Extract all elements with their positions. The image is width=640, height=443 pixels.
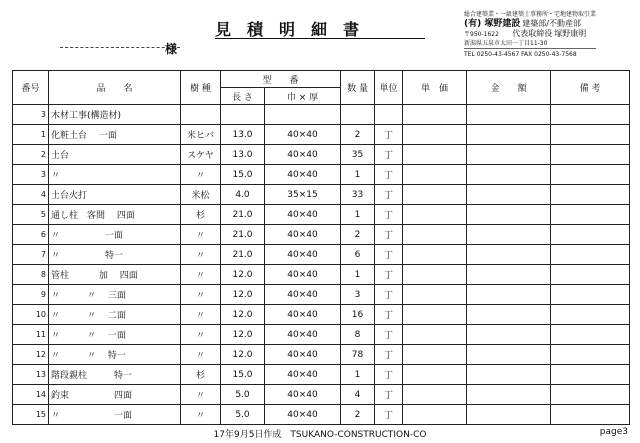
- row-no: 4: [13, 185, 49, 205]
- row-name: 釣束 四面: [49, 385, 181, 405]
- row-length: 13.0: [221, 145, 265, 165]
- row-no: 10: [13, 305, 49, 325]
- row-species: 〃: [181, 345, 221, 365]
- row-amount: [467, 305, 551, 325]
- row-length: 21.0: [221, 225, 265, 245]
- table-row: [13, 385, 630, 405]
- table-row: [13, 205, 630, 225]
- estimate-table: [12, 70, 630, 425]
- row-species: 〃: [181, 385, 221, 405]
- company-address: 新潟県五泉市太田一丁目11-30: [464, 40, 548, 47]
- table-row: [13, 245, 630, 265]
- row-no: 1: [13, 125, 49, 145]
- header-note: 備 考: [551, 71, 630, 105]
- row-note: [551, 245, 630, 265]
- row-price: [403, 345, 467, 365]
- row-size: [265, 105, 341, 125]
- company-services: 総合建築業・一級建築士事務所・宅地建物取引業: [464, 11, 597, 18]
- row-no: 9: [13, 285, 49, 305]
- row-note: [551, 305, 630, 325]
- table-row: [13, 305, 630, 325]
- row-price: [403, 125, 467, 145]
- row-unit: 丁: [375, 265, 403, 285]
- row-no: 7: [13, 245, 49, 265]
- row-no: 8: [13, 265, 49, 285]
- row-amount: [467, 285, 551, 305]
- row-species: 杉: [181, 205, 221, 225]
- table-row: [13, 145, 630, 165]
- row-name: 木材工事(構造材): [49, 105, 181, 125]
- row-unit: 丁: [375, 345, 403, 365]
- row-amount: [467, 205, 551, 225]
- row-no: 6: [13, 225, 49, 245]
- row-note: [551, 385, 630, 405]
- table-row: [13, 165, 630, 185]
- row-species: 杉: [181, 365, 221, 385]
- row-price: [403, 365, 467, 385]
- row-qty: 35: [341, 145, 375, 165]
- row-qty: 3: [341, 285, 375, 305]
- table-row: [13, 365, 630, 385]
- row-unit: 丁: [375, 405, 403, 425]
- company-rep-name: 塚野康明: [554, 29, 587, 38]
- row-qty: 8: [341, 325, 375, 345]
- row-no: 5: [13, 205, 49, 225]
- row-amount: [467, 365, 551, 385]
- row-species: 米松: [181, 185, 221, 205]
- row-amount: [467, 165, 551, 185]
- row-price: [403, 245, 467, 265]
- row-amount: [467, 405, 551, 425]
- table-row: [13, 405, 630, 425]
- table-row: [13, 185, 630, 205]
- row-size: 40×40: [265, 285, 341, 305]
- page-number: page3: [599, 427, 628, 437]
- row-no: 11: [13, 325, 49, 345]
- row-note: [551, 205, 630, 225]
- row-note: [551, 405, 630, 425]
- row-species: スケヤ: [181, 145, 221, 165]
- row-amount: [467, 185, 551, 205]
- row-size: 40×40: [265, 405, 341, 425]
- row-price: [403, 305, 467, 325]
- row-size: 40×40: [265, 265, 341, 285]
- row-name: 〃 特一: [49, 245, 181, 265]
- row-no: 3: [13, 165, 49, 185]
- row-length: 12.0: [221, 305, 265, 325]
- row-species: 〃: [181, 165, 221, 185]
- row-note: [551, 265, 630, 285]
- row-species: 〃: [181, 265, 221, 285]
- row-size: 40×40: [265, 225, 341, 245]
- header-qty: 数 量: [341, 71, 375, 105]
- row-name: 〃 一面: [49, 225, 181, 245]
- row-qty: 4: [341, 385, 375, 405]
- company-name: (有) 塚野建設: [464, 19, 521, 29]
- row-no: 14: [13, 385, 49, 405]
- row-no: 3: [13, 105, 49, 125]
- header-no: 番号: [13, 71, 49, 105]
- header-size: 巾 × 厚: [265, 88, 341, 105]
- header-species: 樹 種: [181, 71, 221, 105]
- row-length: 15.0: [221, 365, 265, 385]
- row-qty: 1: [341, 165, 375, 185]
- row-size: 40×40: [265, 165, 341, 185]
- header-price: 単 価: [403, 71, 467, 105]
- row-length: 15.0: [221, 165, 265, 185]
- row-note: [551, 325, 630, 345]
- row-no: 13: [13, 365, 49, 385]
- row-note: [551, 185, 630, 205]
- row-species: 米ヒバ: [181, 125, 221, 145]
- row-amount: [467, 225, 551, 245]
- row-length: 4.0: [221, 185, 265, 205]
- header-length: 長 さ: [221, 88, 265, 105]
- table-row: [13, 105, 630, 125]
- row-species: 〃: [181, 245, 221, 265]
- row-qty: 2: [341, 225, 375, 245]
- row-name: 通し柱 客間 四面: [49, 205, 181, 225]
- row-name: 〃 〃 三面: [49, 285, 181, 305]
- row-qty: 1: [341, 365, 375, 385]
- row-note: [551, 105, 630, 125]
- row-length: 5.0: [221, 405, 265, 425]
- row-unit: 丁: [375, 145, 403, 165]
- row-qty: 16: [341, 305, 375, 325]
- row-price: [403, 325, 467, 345]
- row-qty: 33: [341, 185, 375, 205]
- row-price: [403, 285, 467, 305]
- row-size: 40×40: [265, 345, 341, 365]
- row-no: 12: [13, 345, 49, 365]
- company-division: 建築部/不動産部: [522, 19, 581, 28]
- row-no: 2: [13, 145, 49, 165]
- row-unit: 丁: [375, 225, 403, 245]
- row-amount: [467, 145, 551, 165]
- company-rep-title: 代表取締役: [512, 29, 553, 38]
- row-size: 40×40: [265, 205, 341, 225]
- row-size: 40×40: [265, 125, 341, 145]
- row-qty: 2: [341, 125, 375, 145]
- company-postal: 〒950-1622: [464, 31, 499, 38]
- row-amount: [467, 245, 551, 265]
- row-species: 〃: [181, 285, 221, 305]
- row-species: 〃: [181, 225, 221, 245]
- header-name: 品 名: [49, 71, 181, 105]
- row-size: 35×15: [265, 185, 341, 205]
- row-length: 12.0: [221, 325, 265, 345]
- row-name: 管柱 加 四面: [49, 265, 181, 285]
- company-name-row: [464, 19, 596, 29]
- row-unit: 丁: [375, 165, 403, 185]
- row-name: 〃: [49, 165, 181, 185]
- company-block: [464, 10, 596, 59]
- row-price: [403, 405, 467, 425]
- row-length: 12.0: [221, 265, 265, 285]
- row-note: [551, 365, 630, 385]
- row-unit: 丁: [375, 285, 403, 305]
- row-length: 21.0: [221, 245, 265, 265]
- row-unit: 丁: [375, 205, 403, 225]
- row-qty: [341, 105, 375, 125]
- company-rep-row: [464, 29, 596, 39]
- row-qty: 1: [341, 205, 375, 225]
- row-price: [403, 165, 467, 185]
- footer-text: 17年9月5日作成 TSUKANO-CONSTRUCTION-CO: [213, 430, 427, 440]
- row-no: 15: [13, 405, 49, 425]
- row-qty: 6: [341, 245, 375, 265]
- page-title: 見積明細書: [215, 20, 376, 39]
- row-size: 40×40: [265, 245, 341, 265]
- row-amount: [467, 325, 551, 345]
- row-price: [403, 205, 467, 225]
- row-size: 40×40: [265, 365, 341, 385]
- row-note: [551, 125, 630, 145]
- row-price: [403, 145, 467, 165]
- row-note: [551, 345, 630, 365]
- row-size: 40×40: [265, 325, 341, 345]
- row-qty: 1: [341, 265, 375, 285]
- row-name: 土台: [49, 145, 181, 165]
- row-name: 階段親柱 特一: [49, 365, 181, 385]
- table-row: [13, 325, 630, 345]
- table-row: [13, 225, 630, 245]
- row-species: 〃: [181, 305, 221, 325]
- row-amount: [467, 125, 551, 145]
- row-length: 13.0: [221, 125, 265, 145]
- customer-name-line: [60, 47, 180, 48]
- row-price: [403, 265, 467, 285]
- row-note: [551, 225, 630, 245]
- row-length: 5.0: [221, 385, 265, 405]
- row-price: [403, 185, 467, 205]
- row-price: [403, 225, 467, 245]
- header-unit: 単位: [375, 71, 403, 105]
- row-unit: 丁: [375, 245, 403, 265]
- row-length: [221, 105, 265, 125]
- header-type: 型 番: [221, 71, 341, 88]
- row-name: 〃 〃 一面: [49, 325, 181, 345]
- row-species: 〃: [181, 325, 221, 345]
- row-unit: [375, 105, 403, 125]
- row-amount: [467, 105, 551, 125]
- table-row: [13, 345, 630, 365]
- row-size: 40×40: [265, 145, 341, 165]
- company-phone: TEL 0250-43-4567 FAX 0250-43-7568: [464, 48, 596, 59]
- row-amount: [467, 345, 551, 365]
- row-unit: 丁: [375, 305, 403, 325]
- row-length: 12.0: [221, 285, 265, 305]
- row-species: 〃: [181, 405, 221, 425]
- row-amount: [467, 385, 551, 405]
- customer-suffix: 様: [165, 42, 178, 56]
- table-row: [13, 265, 630, 285]
- row-size: 40×40: [265, 385, 341, 405]
- header-amount: 金 額: [467, 71, 551, 105]
- row-price: [403, 105, 467, 125]
- row-size: 40×40: [265, 305, 341, 325]
- row-length: 12.0: [221, 345, 265, 365]
- row-amount: [467, 265, 551, 285]
- row-species: [181, 105, 221, 125]
- row-name: 化粧土台 一面: [49, 125, 181, 145]
- row-name: 〃 〃 二面: [49, 305, 181, 325]
- row-unit: 丁: [375, 385, 403, 405]
- row-length: 21.0: [221, 205, 265, 225]
- row-qty: 78: [341, 345, 375, 365]
- row-qty: 2: [341, 405, 375, 425]
- table-row: [13, 125, 630, 145]
- row-note: [551, 145, 630, 165]
- row-unit: 丁: [375, 125, 403, 145]
- title-underline: [215, 38, 425, 39]
- row-note: [551, 165, 630, 185]
- row-unit: 丁: [375, 365, 403, 385]
- row-name: 〃 一面: [49, 405, 181, 425]
- row-unit: 丁: [375, 325, 403, 345]
- row-name: 土台火打: [49, 185, 181, 205]
- table-row: [13, 285, 630, 305]
- row-note: [551, 285, 630, 305]
- row-name: 〃 〃 特一: [49, 345, 181, 365]
- row-unit: 丁: [375, 185, 403, 205]
- row-price: [403, 385, 467, 405]
